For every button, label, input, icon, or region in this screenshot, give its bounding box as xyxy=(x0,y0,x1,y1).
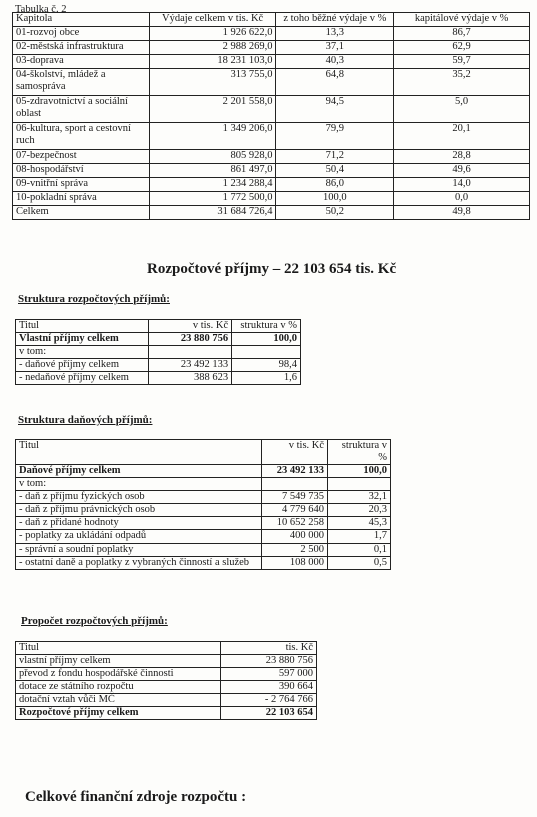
table-cell: 04-školství, mládež a samospráva xyxy=(13,69,150,96)
total-row xyxy=(16,333,301,346)
table-cell: 86,0 xyxy=(276,178,394,192)
table-cell: 100,0 xyxy=(276,192,394,206)
table-cell: 20,1 xyxy=(394,123,530,150)
table-cell: - poplatky za ukládání odpadů xyxy=(16,530,262,543)
table-row xyxy=(13,206,530,220)
table-cell: Celkem xyxy=(13,206,150,220)
table-row xyxy=(16,681,317,694)
sources-title: Celkové finanční zdroje rozpočtu : xyxy=(25,789,247,805)
table-row xyxy=(13,55,530,69)
table-row xyxy=(16,668,317,681)
table-cell: Titul xyxy=(16,320,149,333)
table-cell: 59,7 xyxy=(394,55,530,69)
table-cell: 1,6 xyxy=(232,372,301,385)
structure-heading: Struktura rozpočtových příjmů: xyxy=(18,293,170,305)
calc-table xyxy=(15,641,317,720)
table-cell: 79,9 xyxy=(276,123,394,150)
total-row xyxy=(16,707,317,720)
table-cell: 14,0 xyxy=(394,178,530,192)
table-cell: 2 201 558,0 xyxy=(149,96,276,123)
table-cell: převod z fondu hospodářské činnosti xyxy=(16,668,221,681)
table-cell: 23 880 756 xyxy=(221,655,317,668)
table-cell: 35,2 xyxy=(394,69,530,96)
table-row xyxy=(16,372,301,385)
table-header-row xyxy=(16,642,317,655)
table-cell: Výdaje celkem v tis. Kč xyxy=(149,13,276,27)
table-row xyxy=(16,694,317,707)
table-cell: 64,8 xyxy=(276,69,394,96)
expenditure-table xyxy=(12,12,530,220)
total-row xyxy=(16,465,391,478)
table-cell: 100,0 xyxy=(232,333,301,346)
table-cell: 71,2 xyxy=(276,150,394,164)
table-cell: 1 772 500,0 xyxy=(149,192,276,206)
table-cell: 1 926 622,0 xyxy=(149,27,276,41)
table-cell xyxy=(232,346,301,359)
table-cell: Rozpočtové příjmy celkem xyxy=(16,707,221,720)
table-row xyxy=(13,192,530,206)
table-cell: 23 880 756 xyxy=(148,333,232,346)
table-row xyxy=(13,27,530,41)
table-row xyxy=(16,655,317,668)
income-title: Rozpočtové příjmy – 22 103 654 tis. Kč xyxy=(147,261,397,277)
table-cell: 01-rozvoj obce xyxy=(13,27,150,41)
table-cell: 62,9 xyxy=(394,41,530,55)
table-cell: - daň z příjmu fyzických osob xyxy=(16,491,262,504)
table-cell: 37,1 xyxy=(276,41,394,55)
subheading-row xyxy=(16,346,301,359)
table-cell: Titul xyxy=(16,440,262,465)
table-cell: 0,1 xyxy=(328,543,391,556)
table-cell: 28,8 xyxy=(394,150,530,164)
table-row xyxy=(16,530,391,543)
calc-heading: Propočet rozpočtových příjmů: xyxy=(21,615,168,627)
table-cell: - daň z přidané hodnoty xyxy=(16,517,262,530)
table-cell: dotační vztah vůči MČ xyxy=(16,694,221,707)
table-cell: - daňové příjmy celkem xyxy=(16,359,149,372)
table-cell xyxy=(148,346,232,359)
table-cell: 40,3 xyxy=(276,55,394,69)
subheading-row xyxy=(16,478,391,491)
table-cell: 31 684 726,4 xyxy=(149,206,276,220)
table-cell: 45,3 xyxy=(328,517,391,530)
table-cell: 32,1 xyxy=(328,491,391,504)
table-cell: 390 664 xyxy=(221,681,317,694)
table-cell: 49,6 xyxy=(394,164,530,178)
table-row xyxy=(13,41,530,55)
table-row xyxy=(13,123,530,150)
table-cell: 49,8 xyxy=(394,206,530,220)
table-cell: 06-kultura, sport a cestovní ruch xyxy=(13,123,150,150)
table-cell: 0,0 xyxy=(394,192,530,206)
table-cell: 5,0 xyxy=(394,96,530,123)
table-cell: 50,2 xyxy=(276,206,394,220)
table-cell: 02-městská infrastruktura xyxy=(13,41,150,55)
table-cell: v tom: xyxy=(16,478,262,491)
table-cell: 388 623 xyxy=(148,372,232,385)
table-cell: 10-pokladní správa xyxy=(13,192,150,206)
table-cell: struktura v % xyxy=(232,320,301,333)
table-row xyxy=(13,69,530,96)
table-row xyxy=(16,517,391,530)
table-cell: 13,3 xyxy=(276,27,394,41)
table-cell: - 2 764 766 xyxy=(221,694,317,707)
table-cell: v tis. Kč xyxy=(262,440,328,465)
table-cell: dotace ze státního rozpočtu xyxy=(16,681,221,694)
table2-caption: Tabulka č. 2 xyxy=(15,4,67,15)
table-row xyxy=(16,543,391,556)
table-cell: Titul xyxy=(16,642,221,655)
table-row xyxy=(13,150,530,164)
table-row xyxy=(16,556,391,569)
table-cell: 05-zdravotnictví a sociální oblast xyxy=(13,96,150,123)
table-cell: tis. Kč xyxy=(221,642,317,655)
table-cell: 0,5 xyxy=(328,556,391,569)
table-cell: Vlastní příjmy celkem xyxy=(16,333,149,346)
table-cell: z toho běžné výdaje v % xyxy=(276,13,394,27)
table-cell: - ostatní daně a poplatky z vybraných činností a služeb xyxy=(16,556,262,569)
table-row xyxy=(16,491,391,504)
table-cell: - daň z příjmu právnických osob xyxy=(16,504,262,517)
table-cell: 23 492 133 xyxy=(262,465,328,478)
table-cell: 2 988 269,0 xyxy=(149,41,276,55)
table-row xyxy=(16,359,301,372)
table-row xyxy=(13,164,530,178)
table-cell: struktura v % xyxy=(328,440,391,465)
structure-table xyxy=(15,319,301,385)
table-cell: 7 549 735 xyxy=(262,491,328,504)
table-row xyxy=(13,178,530,192)
table-cell: 86,7 xyxy=(394,27,530,41)
table-cell: 09-vnitřní správa xyxy=(13,178,150,192)
table-cell: 100,0 xyxy=(328,465,391,478)
tax-table xyxy=(15,439,391,570)
table-cell: 861 497,0 xyxy=(149,164,276,178)
table-cell: Kapitola xyxy=(13,13,150,27)
table-cell: 108 000 xyxy=(262,556,328,569)
table-cell: 23 492 133 xyxy=(148,359,232,372)
table-cell: 18 231 103,0 xyxy=(149,55,276,69)
table-cell: 50,4 xyxy=(276,164,394,178)
table-row xyxy=(13,96,530,123)
table-cell: 1 349 206,0 xyxy=(149,123,276,150)
table-cell: v tom: xyxy=(16,346,149,359)
tax-heading: Struktura daňových příjmů: xyxy=(18,414,153,426)
table-cell: 22 103 654 xyxy=(221,707,317,720)
table-cell: vlastní příjmy celkem xyxy=(16,655,221,668)
table-header-row xyxy=(16,320,301,333)
table-cell xyxy=(328,478,391,491)
table-cell: 4 779 640 xyxy=(262,504,328,517)
table-cell: kapitálové výdaje v % xyxy=(394,13,530,27)
table-cell: Daňové příjmy celkem xyxy=(16,465,262,478)
table-cell: 03-doprava xyxy=(13,55,150,69)
table-cell: 10 652 258 xyxy=(262,517,328,530)
table-cell: 1,7 xyxy=(328,530,391,543)
table-cell: 98,4 xyxy=(232,359,301,372)
table-cell: 94,5 xyxy=(276,96,394,123)
table-cell: v tis. Kč xyxy=(148,320,232,333)
table-cell: 805 928,0 xyxy=(149,150,276,164)
table-cell: 08-hospodářství xyxy=(13,164,150,178)
table-cell: 2 500 xyxy=(262,543,328,556)
table-header-row xyxy=(16,440,391,465)
table-cell: 313 755,0 xyxy=(149,69,276,96)
table-cell: 07-bezpečnost xyxy=(13,150,150,164)
table-cell: 1 234 288,4 xyxy=(149,178,276,192)
table-cell xyxy=(262,478,328,491)
table-row xyxy=(16,504,391,517)
table-cell: 597 000 xyxy=(221,668,317,681)
table-cell: 20,3 xyxy=(328,504,391,517)
table-cell: - nedaňové příjmy celkem xyxy=(16,372,149,385)
table-cell: - správní a soudní poplatky xyxy=(16,543,262,556)
table-cell: 400 000 xyxy=(262,530,328,543)
table-header-row xyxy=(13,13,530,27)
